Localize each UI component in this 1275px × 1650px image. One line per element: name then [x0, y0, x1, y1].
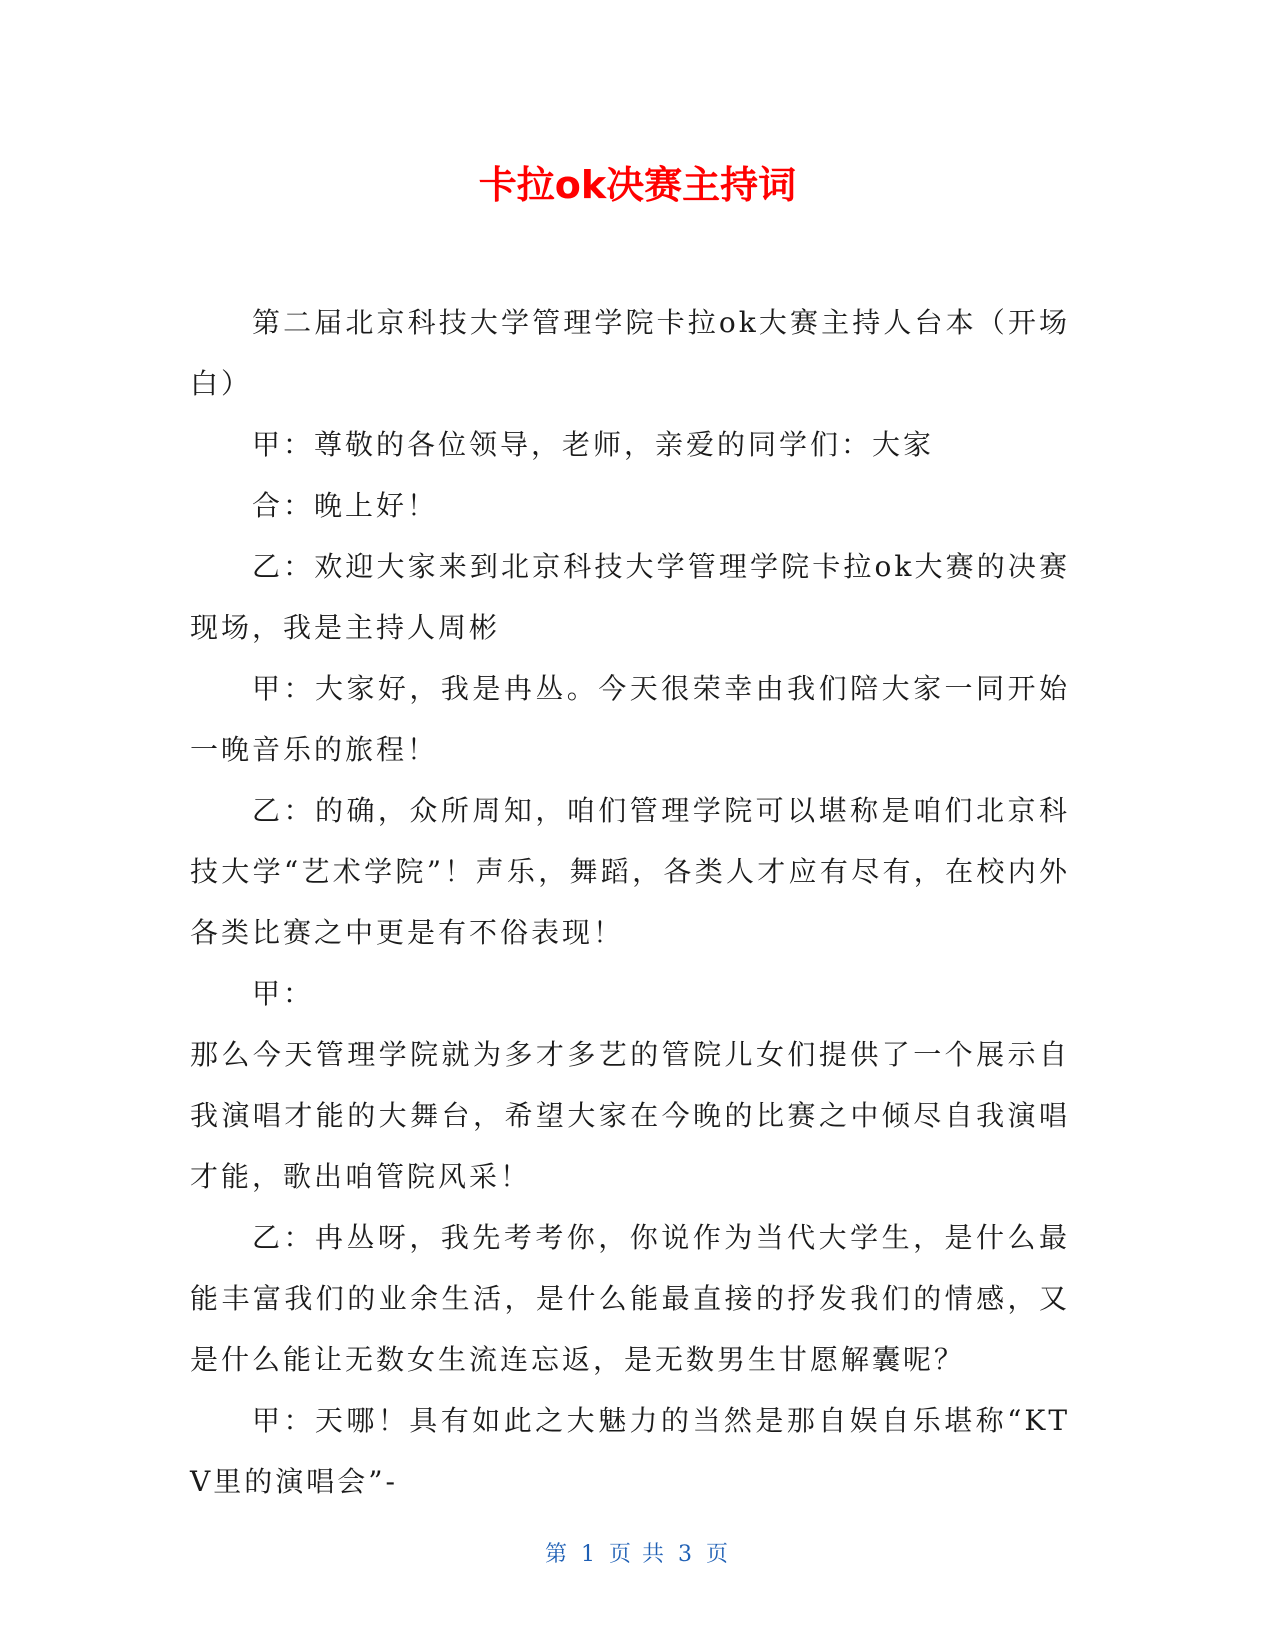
current-page-number: 1 [581, 1542, 597, 1567]
page-label-prefix: 第 [544, 1542, 569, 1567]
document-title: 卡拉ok决赛主持词 [478, 163, 797, 207]
paragraph-speaker-a: 甲： [252, 977, 315, 1010]
document-body [190, 292, 1070, 1512]
paragraph-stage: 那么今天管理学院就为多才多艺的管院儿女们提供了一个展示自我演唱才能的大舞台，希望大家在今晚的比赛之中倾尽自我演唱才能，歌出咱管院风采！ [190, 1038, 1070, 1193]
paragraph-ktv: 甲：天哪！具有如此之大魅力的当然是那自娱自乐堪称“KTV里的演唱会”- [190, 1404, 1070, 1498]
paragraph-art-college: 乙：的确，众所周知，咱们管理学院可以堪称是咱们北京科技大学“艺术学院”！声乐，舞蹈，各类人才应有尽有，在校内外各类比赛之中更是有不俗表现！ [190, 794, 1070, 949]
paragraph-welcome: 乙：欢迎大家来到北京科技大学管理学院卡拉ok大赛的决赛现场，我是主持人周彬 [190, 550, 1070, 644]
paragraph-question: 乙：冉丛呀，我先考考你，你说作为当代大学生，是什么最能丰富我们的业余生活，是什么能最直接的抒发我们的情感，又是什么能让无数女生流连忘返，是无数男生甘愿解囊呢？ [190, 1221, 1070, 1376]
paragraph-intro: 甲：大家好，我是冉丛。今天很荣幸由我们陪大家一同开始一晚音乐的旅程！ [190, 672, 1070, 766]
page-label-suffix: 页 [706, 1542, 731, 1567]
total-pages-number: 3 [678, 1542, 694, 1567]
paragraph-together: 合：晚上好！ [252, 489, 439, 522]
paragraph-greeting: 甲：尊敬的各位领导，老师，亲爱的同学们：大家 [252, 428, 935, 461]
page-label-mid: 页 共 [609, 1542, 666, 1567]
page-footer [0, 1540, 1275, 1570]
paragraph-heading-line: 第二届北京科技大学管理学院卡拉ok大赛主持人台本（开场白） [190, 306, 1070, 400]
